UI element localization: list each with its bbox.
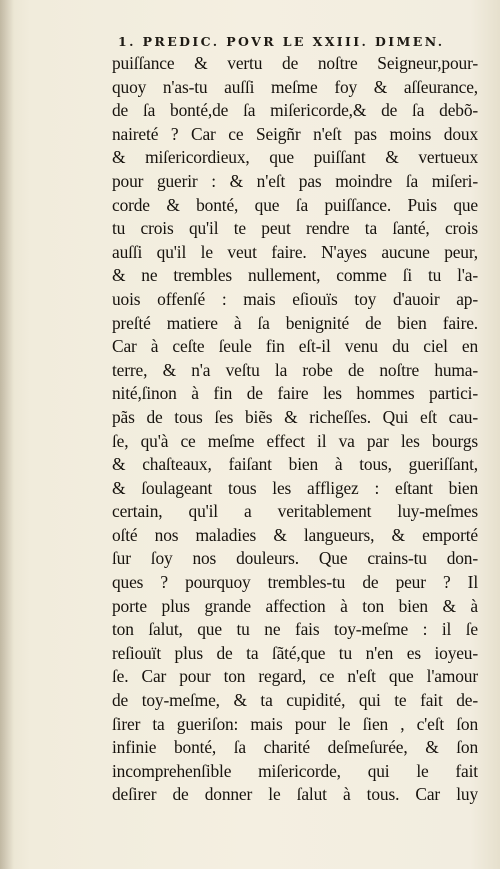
text-line: & ſoulageant tous les affligez : eſtant bien [112, 477, 478, 498]
text-line: incomprehenſible miſericorde, qui le fait [112, 760, 478, 781]
text-line: terre, & n'a veſtu la robe de noſtre huma- [112, 359, 478, 380]
text-line: uois offenſé : mais eſiouïs toy d'auoir ap- [112, 288, 478, 309]
gutter-shadow [0, 0, 14, 869]
text-line: auſſi qu'il le veut faire. N'ayes aucune peur, [112, 241, 478, 262]
text-line: de ſa bonté,de ſa miſericorde,& de ſa debõ- [112, 100, 478, 121]
text-line: ton ſalut, que tu ne fais toy-meſme : il ſe [112, 619, 478, 640]
text-line: naireté ? Car ce Seigñr n'eſt pas moins doux [112, 123, 478, 144]
text-line: ques ? pourquoy trembles-tu de peur ? Il [112, 572, 478, 593]
text-line: certain, qu'il a veritablement luy-meſmes [112, 501, 478, 522]
text-line: reſiouït plus de ta ſãté,que tu n'en es ioyeu- [112, 642, 478, 663]
text-line: ſe, qu'à ce meſme effect il va par les bourgs [112, 430, 478, 451]
text-line: oſté nos maladies & langueurs, & emporté [112, 524, 478, 545]
text-line: Car à ceſte ſeule fin eſt-il venu du ciel en [112, 336, 478, 357]
text-line: ſe. Car pour ton regard, ce n'eſt que l'amour [112, 666, 478, 687]
text-line: puiſſance & vertu de noſtre Seigneur,pour- [112, 53, 478, 73]
text-line: infinie bonté, ſa charité deſmeſurée, & ſon [112, 737, 478, 758]
running-head: 1. PREDIC. POVR LE XXIII. DIMEN. [118, 34, 445, 49]
text-line: ſur ſoy nos douleurs. Que crains-tu don- [112, 548, 478, 569]
text-line: tu crois qu'il te peut rendre ta ſanté, crois [112, 218, 478, 239]
text-line: pãs de tous ſes biẽs & richeſſes. Qui eſt cau- [112, 406, 478, 427]
text-line: & miſericordieux, que puiſſant & vertueux [112, 147, 478, 168]
text-line: corde & bonté, que ſa puiſſance. Puis que [112, 194, 478, 215]
text-line: & chaſteaux, faiſant bien à tous, gueriſſant, [112, 454, 478, 475]
text-line: nité,ſinon à fin de faire les hommes partici- [112, 383, 478, 404]
text-line: deſirer de donner le ſalut à tous. Car luy [112, 784, 478, 805]
body-text [112, 52, 478, 807]
text-line: preſté matiere à ſa benignité de bien faire. [112, 312, 478, 333]
text-line: pour guerir : & n'eſt pas moindre ſa miſeri- [112, 170, 478, 191]
text-line: ſirer ta gueriſon: mais pour le ſien , c'eſt ſon [112, 713, 478, 734]
text-line: & ne trembles nullement, comme ſi tu l'a- [112, 265, 478, 286]
text-line: porte plus grande affection à ton bien & à [112, 595, 478, 616]
text-line: de toy-meſme, & ta cupidité, qui te fait de- [112, 690, 478, 711]
text-line: quoy n'as-tu auſſi meſme foy & aſſeurance, [112, 76, 478, 97]
